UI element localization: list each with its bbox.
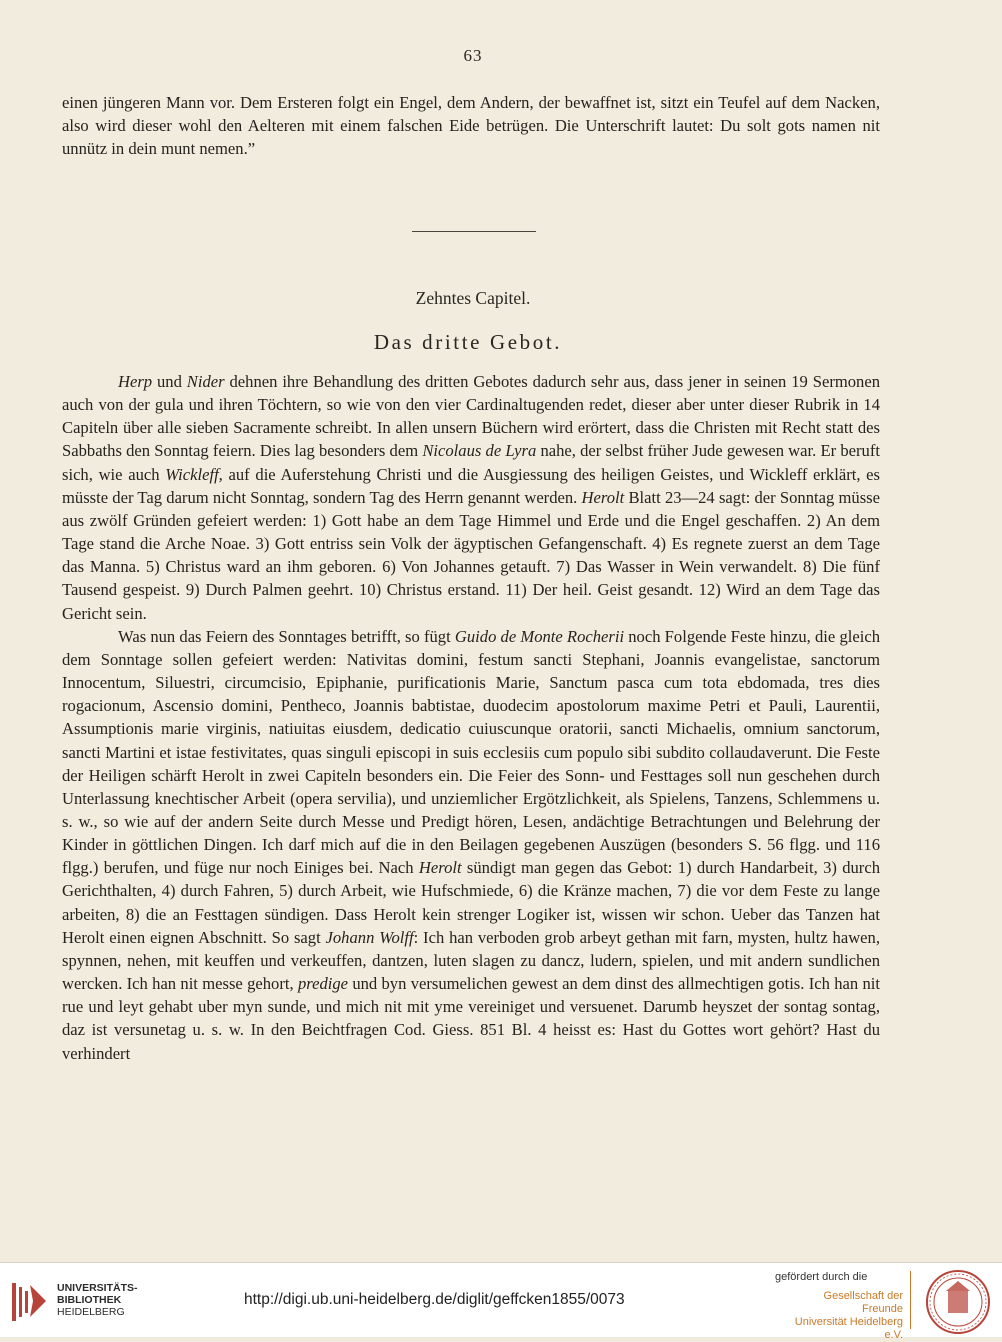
paragraph-2	[62, 625, 880, 1065]
funded-by-label: gefördert durch die	[775, 1271, 868, 1283]
digitization-footer	[0, 1262, 1002, 1341]
page-number: 63	[463, 46, 483, 65]
intro-paragraph	[62, 91, 880, 160]
author-name: Wickleff,	[165, 464, 223, 484]
society-name	[780, 1290, 903, 1342]
permalink-url[interactable]: http://digi.ub.uni-heidelberg.de/diglit/geffcken1855/0073	[244, 1291, 625, 1308]
chapter-title: Das dritte Gebot.	[373, 330, 563, 354]
author-name: Nicolaus de Lyra	[422, 441, 537, 461]
paragraph-text: nahe, der selbst früher Jude gewesen war. Er beruft sich, wie auch	[62, 441, 880, 484]
paragraph-text: auf die Auferstehung Christi und die Ausgiessung des heiligen Geistes, und Wickleff erklärt, es müsste der Tag darum nicht Sonntag, sondern Tag des Herrn genannt werden.	[62, 464, 881, 507]
author-name: Guido de Monte Rocherii	[454, 626, 625, 646]
paragraph-text: dehnen ihre Behandlung des dritten Gebotes dadurch sehr aus, dass jener in seinen 19 Sermonen auch von der gula und ihren Töchtern, so wie von den vier Cardinaltugenden redet, dieser aber unter dieser Rubrik in 14 Capiteln über alle sieben Sacramente schreibt. In allen unsern Büchern wird erörtert, dass die Christen mit Recht statt des Sabbaths den Sonntag feiern. Dies lag besonders dem	[62, 372, 881, 461]
paragraph-text: Was nun das Feiern des Sonntages betrifft, so fügt	[118, 626, 455, 646]
society-name-line: Universität Heidelberg e.V.	[794, 1316, 903, 1341]
author-name: Herolt	[418, 858, 462, 878]
intro-text: einen jüngeren Mann vor. Dem Ersteren folgt ein Engel, dem Andern, der bewaffnet ist, sitzt ein Teufel auf dem Nacken, also wird dieser wohl den Aelteren mit einem falschen Eide betrügen. Die Unterschrift lautet: Du solt gots namen nit unnütz in dein munt nemen.”	[62, 93, 880, 159]
paragraph-text: : Ich han verboden grob arbeyt gethan mit farn, mysten, hultz hawen, spynnen, nehen, mit keuffen und verkeuffen, dantzen, luten slagen zu dancz, ludern, spielen, und mit andern sundlichen wercken. Ich han nit messe gehort,	[62, 927, 880, 994]
paragraph-text: und byn versumelichen gewest an dem dinst des allmechtigen gotis. Ich han nit rue und leyt gehabt uber myn sunde, und mich nit mit yme vereiniget und versuenet. Darumb heyszet der sontag sontag, daz ist versunetag u. s. w. In den Beichtfragen Cod. Giess. 851 Bl. 4 heisst es: Hast du Gottes wort gehört? Hast du verhindert	[62, 974, 880, 1063]
author-name: Nider	[186, 372, 225, 391]
paragraph-text: und	[152, 372, 187, 391]
paragraph-text: Blatt 23—24 sagt: der Sonntag müsse aus zwölf Gründen gefeiert werden: 1) Gott habe an dem Tage Himmel und Erde und die Engel geschaffen. 2) An dem Tage stand die Arche Noae. 3) Gott entriss sein Volk der ägyptischen Gefangenschaft. 4) Es regnete zuerst an dem Tage das Manna. 5) Christus ward an ihm geboren. 6) Von Johannes getauft. 7) Das Wasser in Wein verwandelt. 8) Die fünf Tausend gespeist. 9) Durch Palmen geehrt. 10) Christus erstand. 11) Der heil. Geist gesandt. 12) Wird an dem Tage das Gericht sein.	[62, 487, 880, 623]
paragraph-text: noch Folgende Feste hinzu, die gleich dem Sonntage sollen gefeiert werden: Nativitas domini, festum sancti Stephani, Joannis evangelistae, sanctorum Innocentum, Siluestri, circumcisio, Epiphanie, purificationis Marie, Sanctum pasca cum tota ebdomada, tres dies rogacionum, Ascensio domini, Pentheco, Joannis babtistae, duodecim apostolorum maxime Petri et Pauli, Laurentii, Assumptionis marie virginis, natiuitas eiusdem, dedicatio cuiuscunque oratorii, sancti Michaelis, omnium sanctorum, sancti Martini et istae festivitates, quas singuli episcopi in suis ecclesiis cum populo sibi subdito collaudaverunt. Die Feste der Heiligen schärft Herolt in zwei Capiteln besonders ein. Die Feier des Sonn- und Festtages soll nun geschehen durch Unterlassung knechtischer Arbeit (opera servilia), und unziemlicher Ergötzlichkeit, als Spielens, Tanzens, Schlemmens u. s. w., so wie auf der andern Seite durch Messe und Predigt hören, Lesen, andächtige Betrachtungen und Belehrung der Kinder in göttlichen Dingen. Ich darf mich auf die in den Beilagen gegebenen Auszügen (besonders S. 56 flgg. und 116 flgg.) berufen, und füge nur noch Einiges bei. Nach	[62, 626, 880, 878]
paragraph-1	[62, 370, 880, 625]
paragraph-text: sündigt man gegen das Gebot: 1) durch Handarbeit, 3) durch Gerichthalten, 4) durch Fahren, 5) durch Arbeit, wie Hufschmiede, 6) die Kränze machen, 7) die vor dem Feste zu lange arbeiten, 8) die an Festtagen sündigen. Dass Herolt kein strenger Logiker ist, wissen wir schon. Ueber das Tanzen hat Herolt einen eignen Abschnitt. So sagt	[62, 858, 880, 947]
author-name: Herp	[118, 372, 153, 391]
library-name	[57, 1282, 138, 1318]
university-seal-icon	[922, 1269, 994, 1335]
chapter-body	[62, 370, 880, 1065]
author-name: Herolt	[581, 487, 625, 507]
society-name-line: Gesellschaft der Freunde	[823, 1290, 903, 1315]
footer-divider	[910, 1271, 911, 1329]
author-name: Johann Wolff	[325, 927, 414, 947]
library-name-line: UNIVERSITÄTS-	[57, 1282, 138, 1294]
library-name-line: BIBLIOTHEK	[57, 1294, 122, 1306]
library-name-line: HEIDELBERG	[57, 1306, 125, 1318]
emphasis-word: predige	[297, 974, 349, 994]
chapter-label: Zehntes Capitel.	[415, 288, 531, 308]
section-divider	[412, 231, 536, 232]
university-library-logo-icon	[10, 1279, 50, 1325]
